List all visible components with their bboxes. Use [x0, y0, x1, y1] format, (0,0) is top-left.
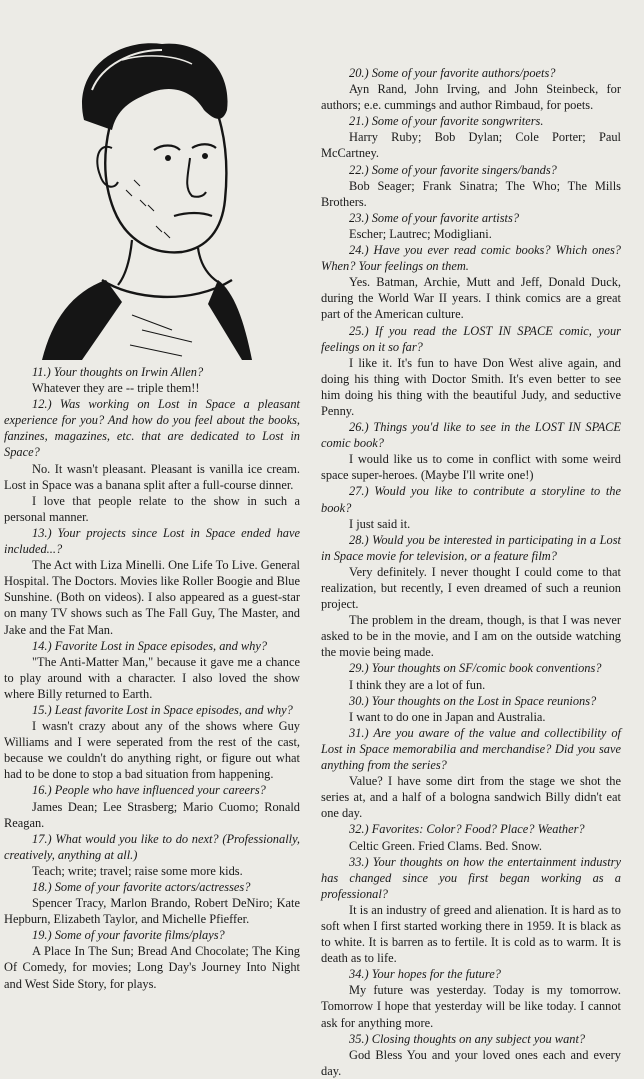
- answer: My future was yesterday. Today is my tomorrow. Tomorrow I hope that yesterday will be like today. I cannot ask for anything more.: [321, 983, 621, 1030]
- question: 14.) Favorite Lost in Space episodes, and why?: [32, 638, 268, 653]
- question: 25.) If you read the LOST IN SPACE comic, your feelings on it so far?: [321, 323, 621, 354]
- answer: Value? I have some dirt from the stage we shot the series at, and a half of a bologna sandwich Billy didn't eat one day.: [321, 774, 621, 821]
- interview-column-left: [4, 364, 300, 992]
- question: 15.) Least favorite Lost in Space episodes, and why?: [32, 702, 293, 717]
- portrait-illustration: [22, 30, 262, 360]
- question: 17.) What would you like to do next? (Professionally, creatively, anything at all.): [4, 831, 300, 862]
- answer: Yes. Batman, Archie, Mutt and Jeff, Donald Duck, during the World War II years. I think comics are a great part of the American culture.: [321, 275, 621, 322]
- question: 34.) Your hopes for the future?: [349, 967, 501, 982]
- answer: I want to do one in Japan and Australia.: [349, 709, 546, 724]
- question: 13.) Your projects since Lost in Space ended have included...?: [4, 525, 300, 557]
- answer: It is an industry of greed and alienation. It is hard as to soft when I first started working there in 1959. It is black as to white. It is barren as to fertile. It is cold as to warm. It is death as to life.: [321, 902, 621, 966]
- question: 32.) Favorites: Color? Food? Place? Weather?: [349, 822, 585, 837]
- answer: Whatever they are -- triple them!!: [32, 381, 200, 396]
- question: 23.) Some of your favorite artists?: [349, 210, 520, 225]
- question: 31.) Are you aware of the value and collectibility of Lost in Space memorabilia and merchandise? Did you save anything from the series?: [321, 725, 621, 773]
- answer: The Act with Liza Minelli. One Life To Live. General Hospital. The Doctors. Movies like Roller Boogie and Blue Sunshine. (Both on videos). I also appeared as a guest-star on many TV shows such as The Fall Guy, The Master, and Jake and the Fat Man.: [4, 558, 300, 637]
- question: 12.) Was working on Lost in Space a pleasant experience for you? And how do you feel about the books, fanzines, magazines, etc. that are dedicated to Lost in Space?: [4, 397, 300, 460]
- answer: God Bless You and your loved ones each and every day.: [321, 1047, 621, 1078]
- question: 19.) Some of your favorite films/plays?: [32, 928, 225, 943]
- question: 22.) Some of your favorite singers/bands?: [349, 162, 557, 177]
- answer: I think they are a lot of fun.: [349, 677, 486, 692]
- answer: Very definitely. I never thought I could come to that realization, but recently, I even dreamed of such a reunion project.: [321, 564, 621, 612]
- answer: Ayn Rand, John Irving, and John Steinbeck, for authors; e.e. cummings and author Rimbaud, for poets.: [321, 82, 621, 113]
- answer: I wasn't crazy about any of the shows where Guy Williams and I were seperated from the rest of the cast, because we couldn't do anything right, or figure out what had to be done to stop a bad situation from happening.: [4, 719, 300, 782]
- question: 21.) Some of your favorite songwriters.: [349, 114, 544, 129]
- question: 28.) Would you be interested in participating in a Lost in Space movie for television, or a feature film?: [321, 532, 621, 563]
- answer: Spencer Tracy, Marlon Brando, Robert DeNiro; Kate Hepburn, Elizabeth Taylor, and Michelle Pfieffer.: [4, 896, 300, 927]
- answer: I love that people relate to the show in such a personal manner.: [4, 493, 300, 524]
- question: 16.) People who have influenced your careers?: [32, 783, 266, 798]
- question: 35.) Closing thoughts on any subject you want?: [349, 1031, 586, 1046]
- question: 33.) Your thoughts on how the entertainment industry has changed since you first began working as a professional?: [321, 854, 621, 901]
- interview-column-right: [321, 65, 621, 1079]
- answer: I like it. It's fun to have Don West alive again, and doing his thing with Doctor Smith. It's even better to see him doing his thing with the beautiful Judy, and seductive Penny.: [321, 355, 621, 418]
- answer: "The Anti-Matter Man," because it gave me a chance to play around with a character. I also loved the show where Billy returned to Earth.: [4, 654, 300, 701]
- question: 11.) Your thoughts on Irwin Allen?: [32, 365, 204, 379]
- answer: A Place In The Sun; Bread And Chocolate; The King Of Comedy, for movies; Long Day's Journey Into Night and West Side Story, for plays.: [4, 944, 300, 991]
- answer: Celtic Green. Fried Clams. Bed. Snow.: [349, 838, 542, 853]
- answer: I just said it.: [349, 516, 411, 531]
- answer: No. It wasn't pleasant. Pleasant is vanilla ice cream. Lost in Space was a banana split after a full-course dinner.: [4, 461, 300, 492]
- answer: Bob Seager; Frank Sinatra; The Who; The Mills Brothers.: [321, 178, 621, 209]
- question: 29.) Your thoughts on SF/comic book conventions?: [349, 661, 602, 676]
- question: 24.) Have you ever read comic books? Which ones? When? Your feelings on them.: [321, 243, 621, 274]
- answer: Harry Ruby; Bob Dylan; Cole Porter; Paul McCartney.: [321, 130, 621, 161]
- answer: Teach; write; travel; raise some more kids.: [32, 863, 243, 878]
- question: 30.) Your thoughts on the Lost in Space reunions?: [349, 693, 597, 708]
- question: 18.) Some of your favorite actors/actresses?: [32, 880, 251, 894]
- answer: Escher; Lautrec; Modigliani.: [349, 226, 492, 241]
- answer: I would like us to come in conflict with some weird space super-heroes. (Maybe I'll write one!): [321, 452, 621, 483]
- question: 27.) Would you like to contribute a storyline to the book?: [321, 484, 621, 515]
- answer: James Dean; Lee Strasberg; Mario Cuomo; Ronald Reagan.: [4, 799, 300, 830]
- answer: The problem in the dream, though, is that I was never asked to be in the movie, and I am on the outside watching the movie being made.: [321, 613, 621, 660]
- question: 20.) Some of your favorite authors/poets?: [349, 66, 556, 80]
- question: 26.) Things you'd like to see in the LOST IN SPACE comic book?: [321, 420, 621, 451]
